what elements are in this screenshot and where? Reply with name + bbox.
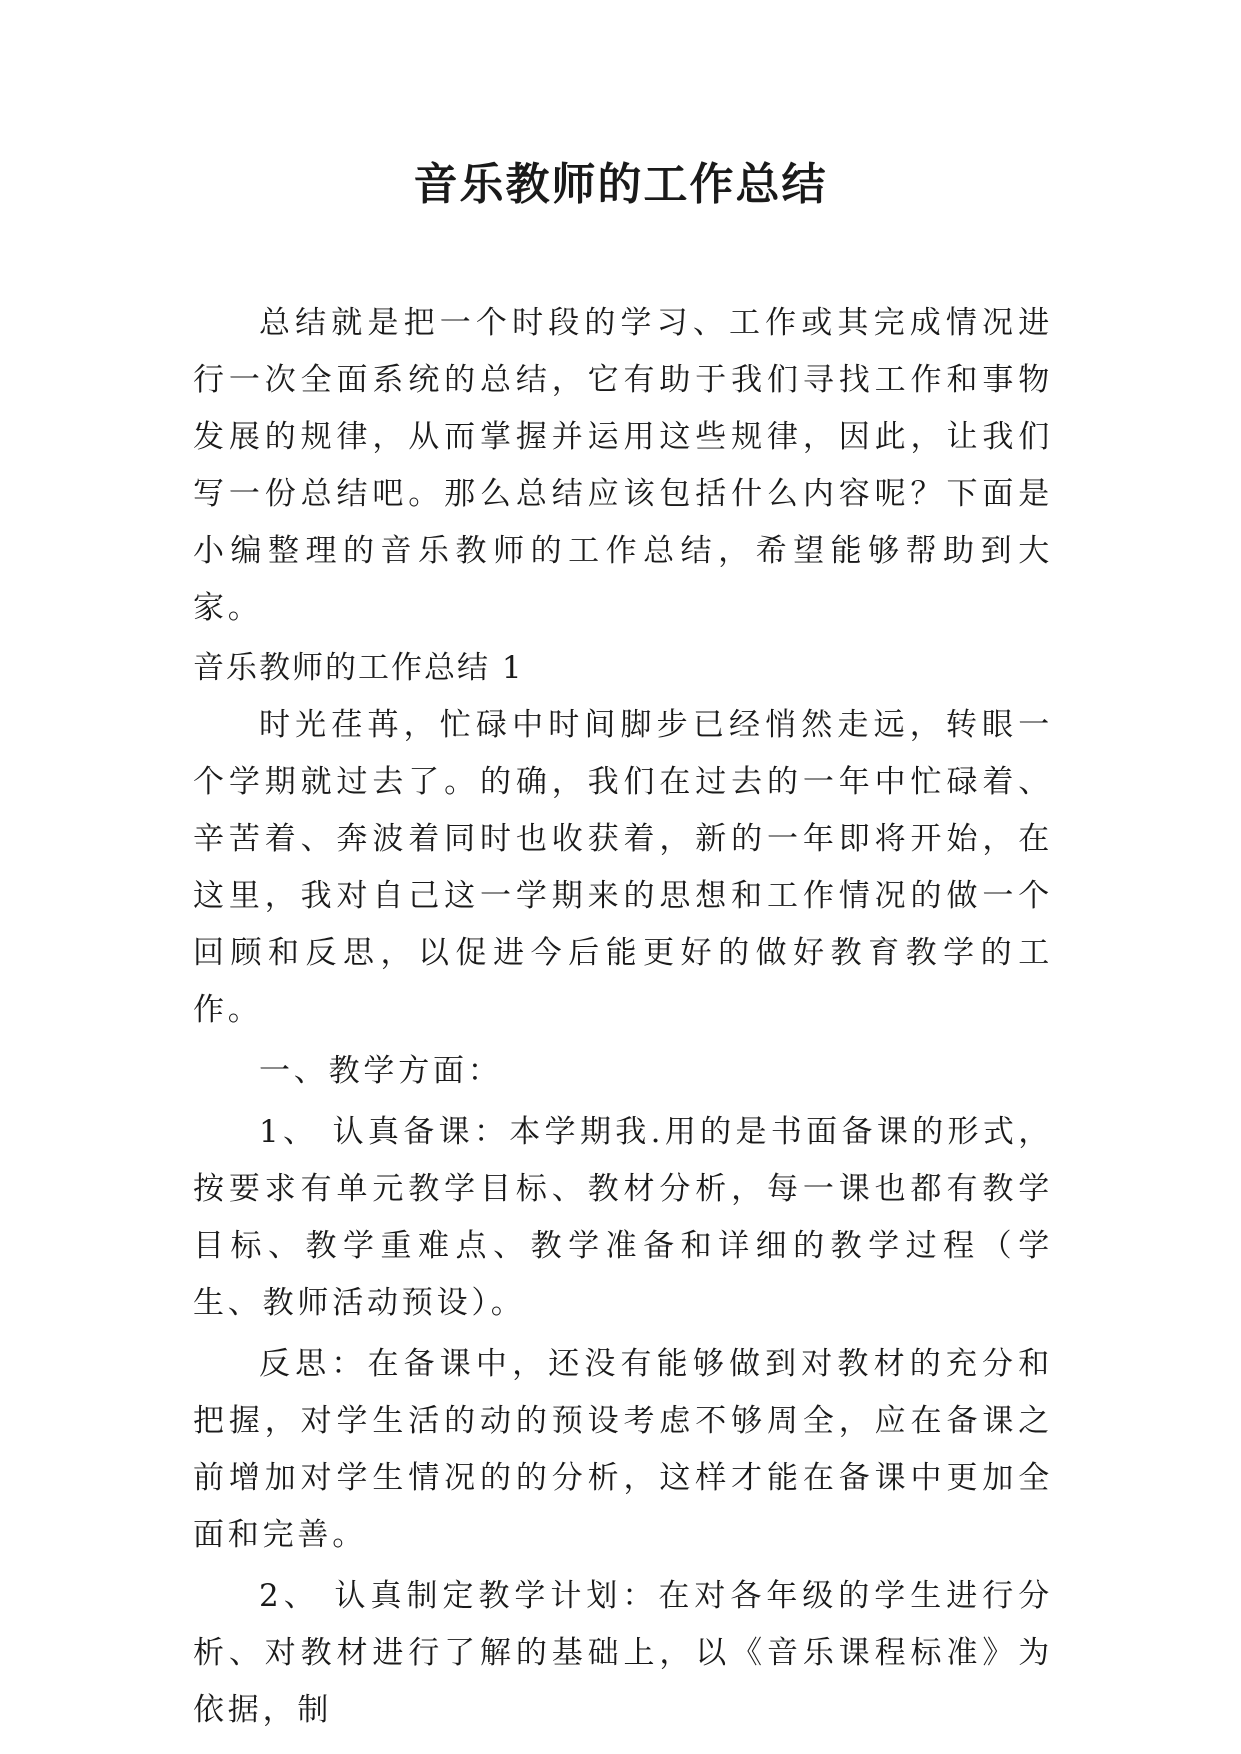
document-title: 音乐教师的工作总结 (413, 159, 828, 210)
body-paragraph: 1、 认真备课：本学期我.用的是书面备课的形式，按要求有单元教学目标、教材分析，每一课也都有教学目标、教学重难点、教学准备和详细的教学过程（学生、教师活动预设）。 (193, 1114, 1053, 1321)
body-paragraph: 反思：在备课中，还没有能够做到对教材的充分和把握，对学生活的动的预设考虑不够周全，应在备课之前增加对学生情况的的分析，这样才能在备课中更加全面和完善。 (193, 1346, 1053, 1553)
section-body (193, 697, 1053, 1739)
body-paragraph: 时光荏苒，忙碌中时间脚步已经悄然走远，转眼一个学期就过去了。的确，我们在过去的一年中忙碌着、辛苦着、奔波着同时也收获着，新的一年即将开始，在这里，我对自己这一学期来的思想和工作情况的做一个回顾和反思，以促进今后能更好的做好教育教学的工作。 (193, 707, 1053, 1028)
section-heading: 音乐教师的工作总结 1 (193, 650, 524, 686)
intro-paragraph: 总结就是把一个时段的学习、工作或其完成情况进行一次全面系统的总结，它有助于我们寻找工作和事物发展的规律，从而掌握并运用这些规律，因此，让我们写一份总结吧。那么总结应该包括什么内容呢？下面是小编整理的音乐教师的工作总结，希望能够帮助到大家。 (193, 305, 1053, 626)
intro-block (193, 295, 1053, 637)
body-paragraph: 2、 认真制定教学计划：在对各年级的学生进行分析、对教材进行了解的基础上，以《音乐课程标准》为依据，制 (193, 1578, 1053, 1728)
subheading-teaching: 一、教学方面： (259, 1053, 503, 1089)
